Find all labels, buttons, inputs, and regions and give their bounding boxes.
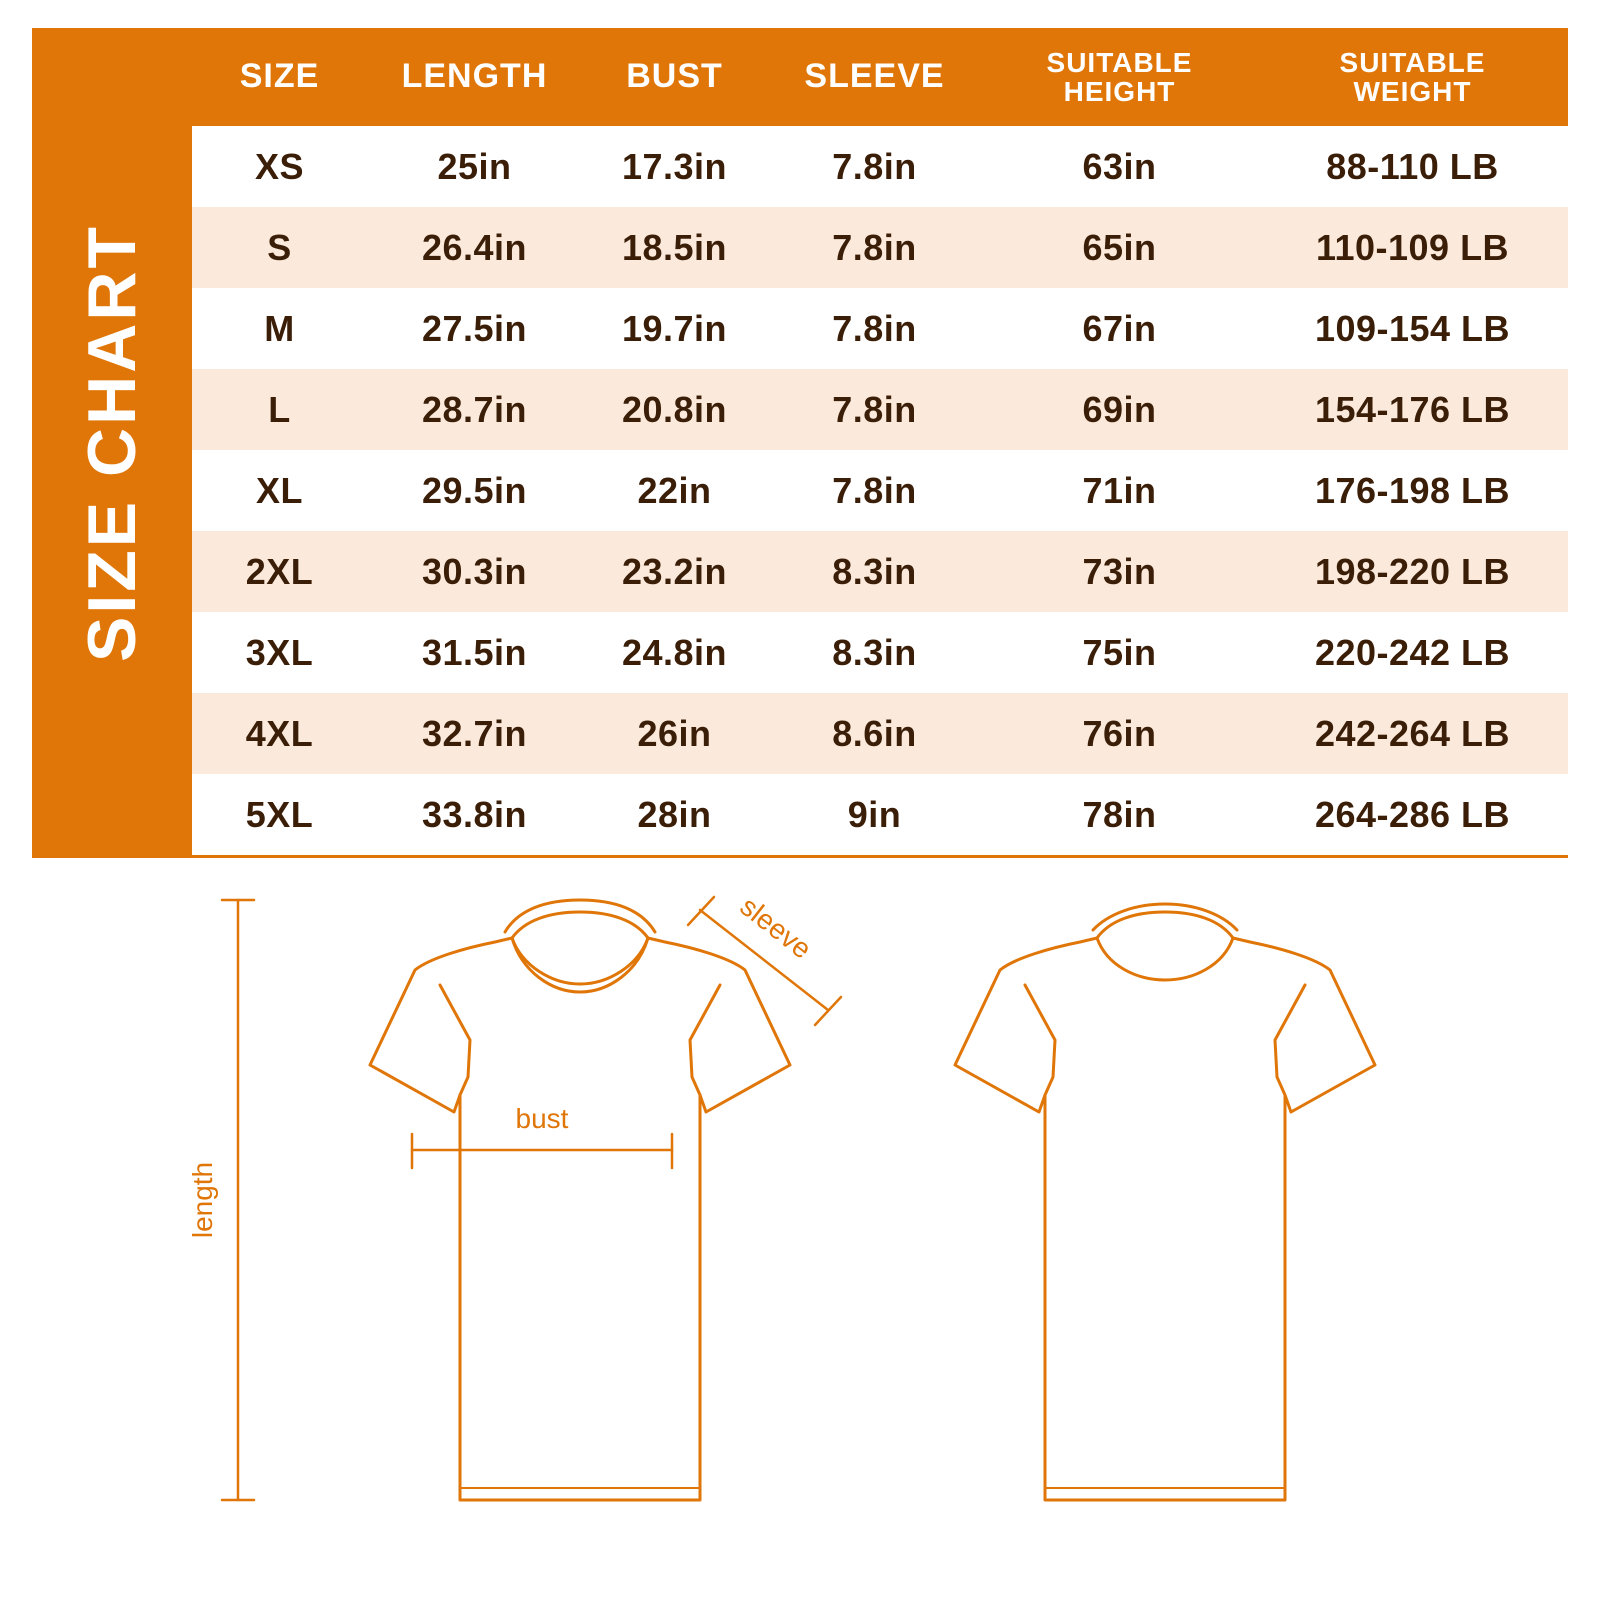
cell-weight: 264-286 LB xyxy=(1257,774,1568,855)
table-header-row xyxy=(192,28,1568,126)
size-table xyxy=(192,28,1568,855)
column-header-suitable-height-line1: SUITABLE xyxy=(1046,46,1193,78)
cell-height: 78in xyxy=(982,774,1257,855)
cell-size: S xyxy=(192,207,367,288)
cell-sleeve: 9in xyxy=(767,774,982,855)
cell-length: 28.7in xyxy=(367,369,582,450)
cell-size: 2XL xyxy=(192,531,367,612)
cell-sleeve: 7.8in xyxy=(767,288,982,369)
sleeve-label: sleeve xyxy=(734,890,818,965)
cell-height: 73in xyxy=(982,531,1257,612)
cell-size: XL xyxy=(192,450,367,531)
cell-weight: 242-264 LB xyxy=(1257,693,1568,774)
length-dimension-line xyxy=(222,900,254,1500)
cell-bust: 24.8in xyxy=(582,612,767,693)
cell-length: 31.5in xyxy=(367,612,582,693)
table-row xyxy=(192,774,1568,855)
cell-weight: 109-154 LB xyxy=(1257,288,1568,369)
cell-size: XS xyxy=(192,126,367,207)
cell-size: 3XL xyxy=(192,612,367,693)
cell-sleeve: 8.6in xyxy=(767,693,982,774)
cell-length: 33.8in xyxy=(367,774,582,855)
table-row xyxy=(192,531,1568,612)
table-row xyxy=(192,693,1568,774)
column-header-suitable-weight-line2: WEIGHT xyxy=(1353,76,1472,107)
column-header-length: LENGTH xyxy=(367,28,582,126)
column-header-suitable-weight xyxy=(1257,28,1568,126)
cell-size: 4XL xyxy=(192,693,367,774)
table-row xyxy=(192,288,1568,369)
cell-length: 32.7in xyxy=(367,693,582,774)
column-header-bust: BUST xyxy=(582,28,767,126)
bust-dimension-line xyxy=(412,1134,672,1168)
cell-length: 26.4in xyxy=(367,207,582,288)
length-label: length xyxy=(187,1161,218,1239)
size-table-head xyxy=(192,28,1568,126)
cell-height: 69in xyxy=(982,369,1257,450)
column-header-sleeve: SLEEVE xyxy=(767,28,982,126)
cell-weight: 176-198 LB xyxy=(1257,450,1568,531)
cell-bust: 26in xyxy=(582,693,767,774)
cell-height: 67in xyxy=(982,288,1257,369)
cell-size: 5XL xyxy=(192,774,367,855)
tshirt-measurement-diagram xyxy=(0,880,1600,1570)
cell-bust: 22in xyxy=(582,450,767,531)
cell-size: L xyxy=(192,369,367,450)
size-table-wrap xyxy=(192,28,1568,858)
cell-sleeve: 7.8in xyxy=(767,207,982,288)
cell-height: 76in xyxy=(982,693,1257,774)
cell-sleeve: 8.3in xyxy=(767,531,982,612)
cell-weight: 220-242 LB xyxy=(1257,612,1568,693)
table-row xyxy=(192,207,1568,288)
column-header-suitable-height xyxy=(982,28,1257,126)
cell-height: 63in xyxy=(982,126,1257,207)
table-row xyxy=(192,612,1568,693)
tshirt-back-illustration xyxy=(955,904,1375,1500)
page-title: SIZE CHART xyxy=(74,224,150,662)
cell-height: 65in xyxy=(982,207,1257,288)
cell-length: 25in xyxy=(367,126,582,207)
cell-sleeve: 8.3in xyxy=(767,612,982,693)
cell-bust: 28in xyxy=(582,774,767,855)
cell-bust: 23.2in xyxy=(582,531,767,612)
tshirt-front-illustration xyxy=(370,900,790,1500)
cell-length: 29.5in xyxy=(367,450,582,531)
cell-sleeve: 7.8in xyxy=(767,369,982,450)
cell-weight: 198-220 LB xyxy=(1257,531,1568,612)
table-row xyxy=(192,126,1568,207)
cell-size: M xyxy=(192,288,367,369)
cell-length: 27.5in xyxy=(367,288,582,369)
table-row xyxy=(192,369,1568,450)
column-header-suitable-weight-line1: SUITABLE xyxy=(1339,46,1486,78)
cell-bust: 19.7in xyxy=(582,288,767,369)
cell-bust: 17.3in xyxy=(582,126,767,207)
column-header-size: SIZE xyxy=(192,28,367,126)
cell-weight: 88-110 LB xyxy=(1257,126,1568,207)
cell-sleeve: 7.8in xyxy=(767,126,982,207)
cell-height: 75in xyxy=(982,612,1257,693)
size-chart-title-column xyxy=(32,28,192,858)
cell-length: 30.3in xyxy=(367,531,582,612)
bust-label: bust xyxy=(515,1103,569,1134)
size-chart-block xyxy=(32,28,1568,858)
cell-weight: 154-176 LB xyxy=(1257,369,1568,450)
cell-sleeve: 7.8in xyxy=(767,450,982,531)
column-header-suitable-height-line2: HEIGHT xyxy=(1063,76,1176,107)
size-table-body xyxy=(192,126,1568,855)
cell-bust: 18.5in xyxy=(582,207,767,288)
cell-weight: 110-109 LB xyxy=(1257,207,1568,288)
table-row xyxy=(192,450,1568,531)
cell-height: 71in xyxy=(982,450,1257,531)
cell-bust: 20.8in xyxy=(582,369,767,450)
